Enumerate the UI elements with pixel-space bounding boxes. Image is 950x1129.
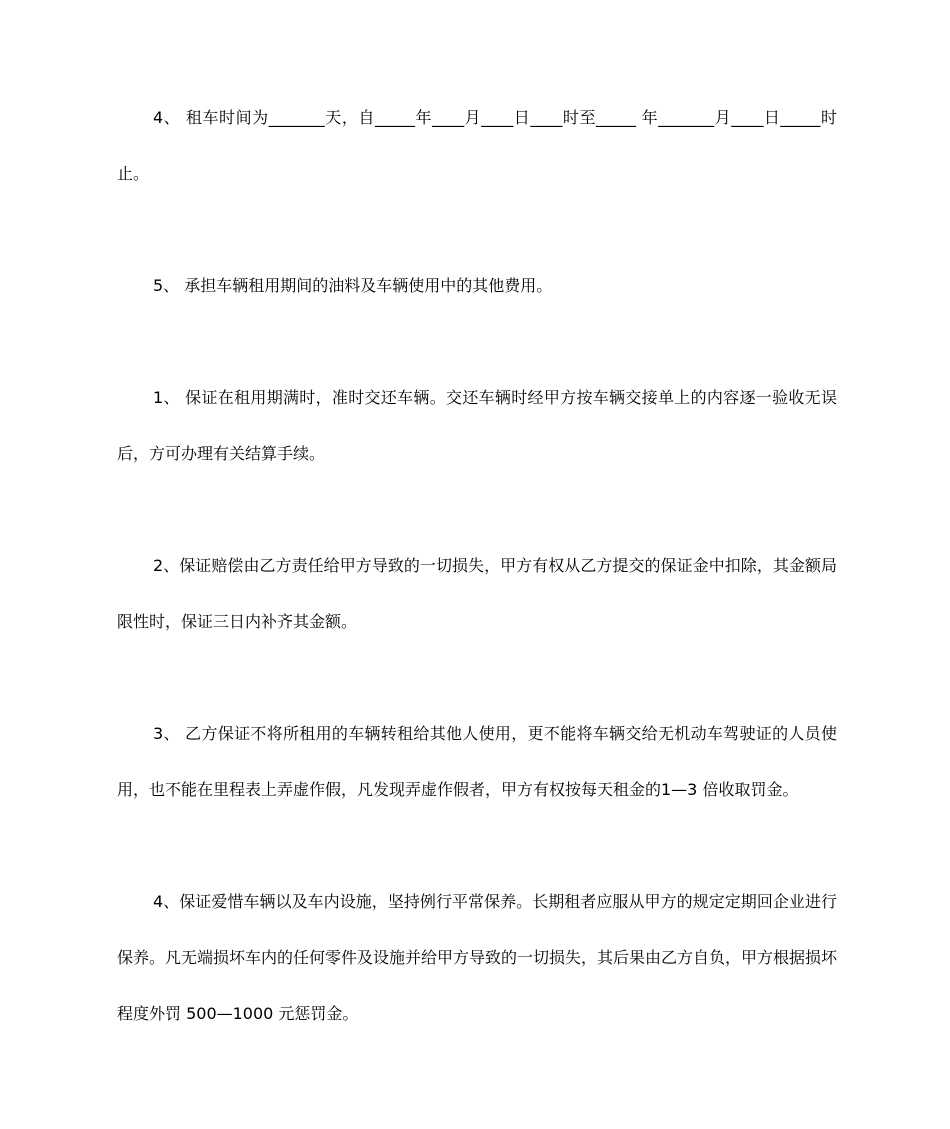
paragraph-spacer (117, 482, 837, 538)
document-body (117, 90, 837, 1042)
paragraph-return-vehicle: 1、 保证在租用期满时，准时交还车辆。交还车辆时经甲方按车辆交接单上的内容逐一验收无误后，方可办理有关结算手续。 (117, 388, 837, 463)
paragraph-maintenance: 4、保证爱惜车辆以及车内设施，坚持例行平常保养。长期租者应服从甲方的规定定期回企业进行保养。凡无端损坏车内的任何零件及设施并给甲方导致的一切损失，其后果由乙方自负，甲方根据损坏程度外罚 500—1000 元惩罚金。 (117, 892, 838, 1023)
paragraph-spacer (117, 818, 837, 874)
paragraph-rental-period: 4、 租车时间为_______天，自_____年____月____日____时至_____ 年_______月____日_____时止。 (117, 108, 837, 183)
paragraph-spacer (117, 314, 837, 370)
paragraph-spacer (117, 650, 837, 706)
paragraph-fuel-costs: 5、 承担车辆租用期间的油料及车辆使用中的其他费用。 (153, 276, 553, 295)
paragraph-compensation: 2、保证赔偿由乙方责任给甲方导致的一切损失，甲方有权从乙方提交的保证金中扣除，其金额局限性时，保证三日内补齐其金额。 (117, 556, 837, 631)
paragraph-no-sublease: 3、 乙方保证不将所租用的车辆转租给其他人使用，更不能将车辆交给无机动车驾驶证的人员使用，也不能在里程表上弄虚作假，凡发现弄虚作假者，甲方有权按每天租金的1—3 倍收取罚金。 (117, 724, 837, 799)
paragraph-spacer (117, 202, 837, 258)
